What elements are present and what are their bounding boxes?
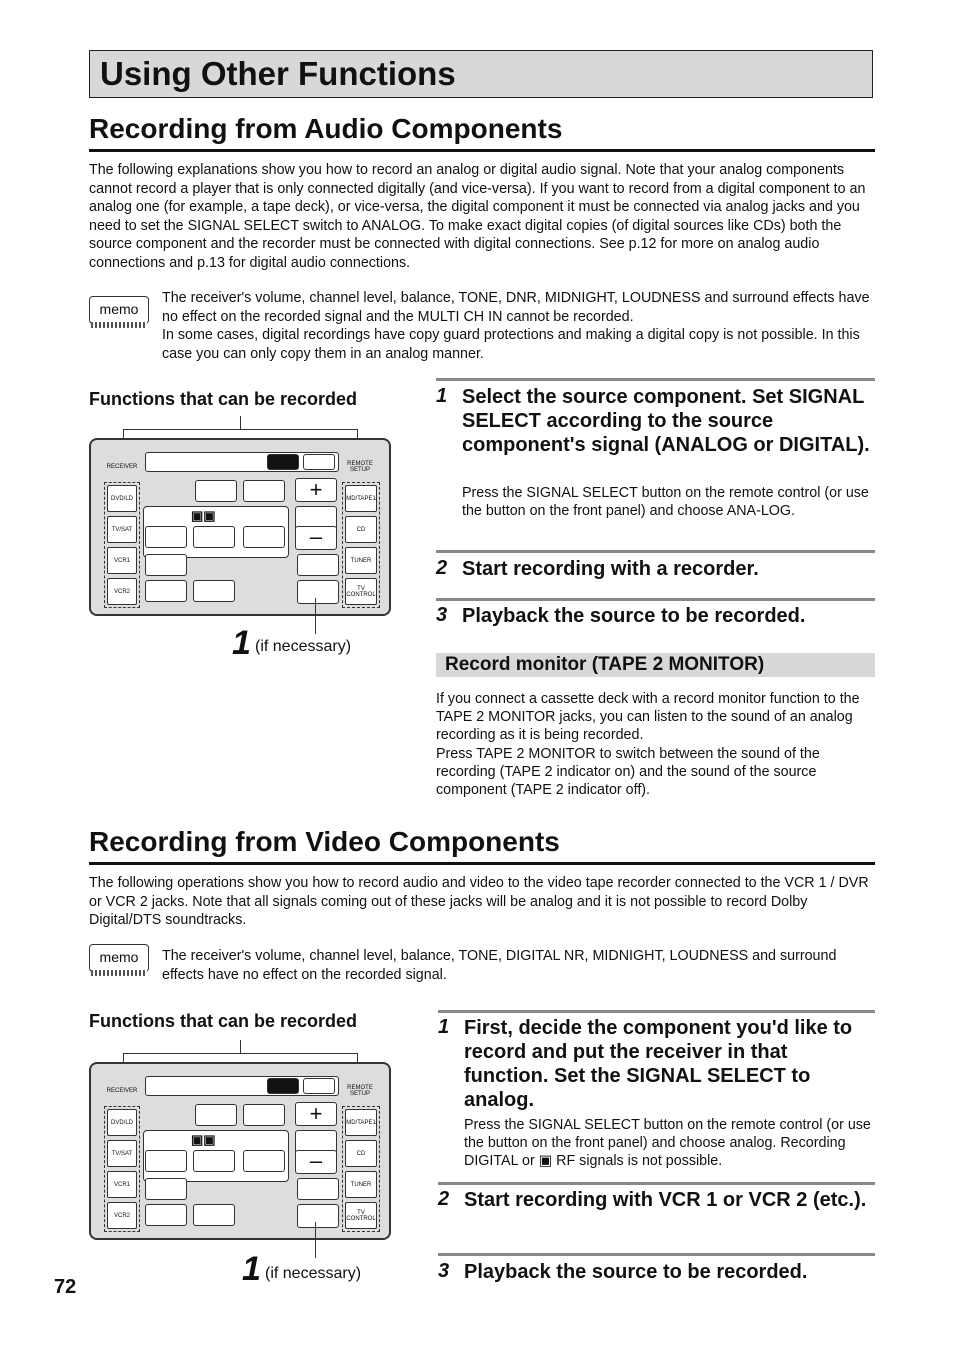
function-button[interactable] (243, 1150, 285, 1172)
memo-icon (89, 296, 149, 330)
function-button[interactable] (145, 526, 187, 548)
tuner-button[interactable]: TUNER (345, 547, 377, 574)
function-button[interactable] (193, 526, 235, 548)
audio-callout-text: (if necessary) (255, 638, 352, 655)
video-step3-title: Playback the source to be recorded. (464, 1261, 808, 1283)
memo-label: memo (89, 296, 149, 324)
tv-control-button[interactable]: TV CONTROL (345, 1202, 377, 1229)
record-monitor-title: Record monitor (TAPE 2 MONITOR) (445, 654, 765, 675)
video-functions-label: Functions that can be recorded (89, 1011, 358, 1031)
audio-section-title: Recording from Audio Components (89, 113, 875, 152)
video-step3-number: 3 (438, 1260, 450, 1282)
chapter-title-bar (89, 50, 873, 98)
dvd-ld-button[interactable]: DVD/LD (107, 485, 137, 512)
video-step2-number: 2 (438, 1188, 450, 1210)
md-tape1-button[interactable]: MD/TAPE1 (345, 1109, 377, 1136)
function-button[interactable] (145, 1150, 187, 1172)
volume-up-button[interactable]: + (295, 1102, 337, 1126)
tv-control-button[interactable]: TV CONTROL (345, 578, 377, 605)
audio-step3-number: 3 (436, 604, 448, 626)
dvd-ld-button[interactable]: DVD/LD (107, 1109, 137, 1136)
video-section-title: Recording from Video Components (89, 826, 875, 865)
receiver-label: RECEIVER (106, 464, 138, 470)
memo-label: memo (89, 944, 149, 972)
tuner-button[interactable]: TUNER (345, 1171, 377, 1198)
video-callout-number: 1 (242, 1250, 261, 1288)
indicator-button[interactable] (303, 454, 335, 470)
remote-panel (89, 1062, 391, 1240)
vcr2-button[interactable]: VCR2 (107, 1202, 137, 1229)
video-step1-title: First, decide the component you'd like to record and put the receiver in that function. Set the SIGNAL SELECT to analog. (464, 1017, 853, 1111)
audio-memo-text-1: The receiver's volume, channel level, balance, TONE, DNR, MIDNIGHT, LOUDNESS and surround effects have no effect on the recorded signal and the MULTI CH IN cannot be recorded. (162, 290, 870, 325)
function-button[interactable] (297, 1178, 339, 1200)
vcr1-button[interactable]: VCR1 (107, 547, 137, 574)
record-monitor-bar (436, 653, 875, 677)
function-button[interactable] (243, 480, 285, 502)
vcr1-button[interactable]: VCR1 (107, 1171, 137, 1198)
volume-up-button[interactable]: + (295, 478, 337, 502)
audio-callout-number: 1 (232, 624, 251, 662)
video-step1-number: 1 (438, 1016, 450, 1038)
audio-intro: The following explanations show you how to record an analog or digital audio signal. Note that your analog components cannot record a player that is only connected digitally (and vice-versa). If you want to record from a digital component to an analog one (for example, a tape deck), or vice-versa, the digital component it must be connected via analog jacks and you need to set the SIGNAL SELECT switch to ANALOG. To make exact digital copies (of digital sources like CDs) both the source component and the recorder must be connected with digital connections. See p.12 for more on analog audio connections and p.13 for digital audio connections. (89, 162, 866, 271)
function-button[interactable] (195, 1104, 237, 1126)
dark-indicator-button[interactable] (267, 1078, 299, 1094)
vcr2-button[interactable]: VCR2 (107, 578, 137, 605)
function-button[interactable] (193, 1150, 235, 1172)
receiver-label: RECEIVER (106, 1088, 138, 1094)
remote-setup-label: REMOTE SETUP (347, 461, 373, 473)
function-button[interactable] (145, 1204, 187, 1226)
signal-select-button[interactable] (297, 1204, 339, 1228)
function-button[interactable] (297, 554, 339, 576)
page-number: 72 (54, 1276, 77, 1298)
function-button[interactable] (243, 526, 285, 548)
md-tape1-button[interactable]: MD/TAPE1 (345, 485, 377, 512)
function-button[interactable] (195, 480, 237, 502)
function-button[interactable] (145, 554, 187, 576)
audio-step3-title: Playback the source to be recorded. (462, 605, 806, 627)
record-monitor-body-2: Press TAPE 2 MONITOR to switch between the sound of the recording (TAPE 2 indicator on) and the sound of the source component (TAPE 2 indicator off). (436, 746, 820, 798)
dolby-logo-icon: ▣▣ (191, 1132, 216, 1147)
audio-step1-number: 1 (436, 385, 448, 407)
record-monitor-body-1: If you connect a cassette deck with a record monitor function to the TAPE 2 MONITOR jacks, you can listen to the sound of an analog recording as it is being recorded. (436, 691, 860, 743)
cd-button[interactable]: CD (345, 516, 377, 543)
function-button[interactable] (145, 1178, 187, 1200)
video-step2-title: Start recording with VCR 1 or VCR 2 (etc.). (464, 1189, 867, 1211)
audio-step1-title: Select the source component. Set SIGNAL SELECT according to the source component's signal (ANALOG or DIGITAL). (462, 386, 870, 456)
function-button[interactable] (193, 580, 235, 602)
remote-panel (89, 438, 391, 616)
function-button[interactable] (193, 1204, 235, 1226)
audio-step2-number: 2 (436, 557, 448, 579)
video-callout-text: (if necessary) (265, 1265, 362, 1282)
volume-down-button[interactable]: – (295, 526, 337, 550)
cd-button[interactable]: CD (345, 1140, 377, 1167)
remote-setup-label: REMOTE SETUP (347, 1085, 373, 1097)
video-memo-text: The receiver's volume, channel level, balance, TONE, DIGITAL NR, MIDNIGHT, LOUDNESS and surround effects have no effect on the recorded signal. (162, 948, 837, 983)
audio-step1-body: Press the SIGNAL SELECT button on the remote control (or use the button on the front panel) and choose ANA-LOG. (462, 485, 869, 519)
chapter-title: Using Other Functions (100, 55, 456, 92)
video-intro: The following operations show you how to record audio and video to the video tape recorder connected to the VCR 1 / DVR or VCR 2 jacks. Note that all signals coming out of these jacks will be analog and it is not possible to record Dolby Digital/DTS soundtracks. (89, 875, 869, 929)
audio-memo-text-2: In some cases, digital recordings have copy guard protections and making a digital copy is not possible. In this case you can only copy them in an analog manner. (162, 327, 860, 362)
memo-icon (89, 944, 149, 978)
function-button[interactable] (243, 1104, 285, 1126)
audio-remote-diagram (89, 410, 399, 660)
video-remote-diagram (89, 1034, 399, 1284)
audio-functions-label: Functions that can be recorded (89, 389, 358, 409)
tv-sat-button[interactable]: TV/SAT (107, 516, 137, 543)
dark-indicator-button[interactable] (267, 454, 299, 470)
tv-sat-button[interactable]: TV/SAT (107, 1140, 137, 1167)
video-step1-body: Press the SIGNAL SELECT button on the remote control (or use the button on the front panel) and choose analog. Recording DIGITAL or ▣ RF signals is not possible. (464, 1117, 871, 1169)
dolby-logo-icon: ▣▣ (191, 508, 216, 523)
audio-step2-title: Start recording with a recorder. (462, 558, 759, 580)
volume-down-button[interactable]: – (295, 1150, 337, 1174)
signal-select-button[interactable] (297, 580, 339, 604)
function-button[interactable] (145, 580, 187, 602)
indicator-button[interactable] (303, 1078, 335, 1094)
